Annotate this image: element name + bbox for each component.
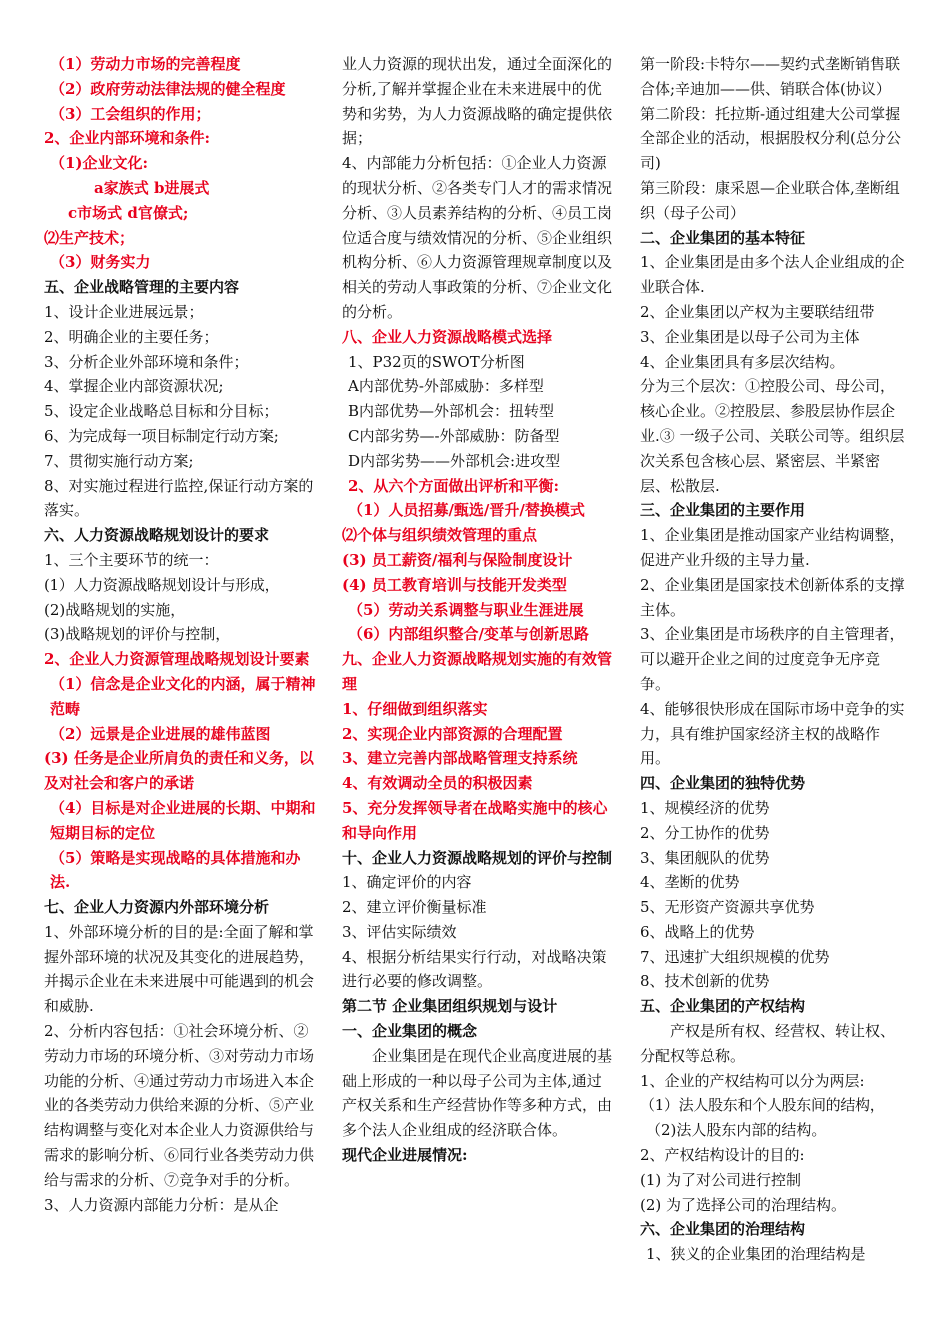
text-line: （5）策略是实现战略的具体措施和办法. <box>50 848 301 892</box>
text-line: 1、设计企业进展远景； <box>44 302 204 321</box>
text-line: （5）劳动关系调整与职业生涯进展 <box>348 600 584 619</box>
text-line: （1）劳动力市场的完善程度 <box>50 55 241 73</box>
text-line: (3)战略规划的评价与控制， <box>44 625 231 644</box>
text-line: 5、设定企业战略总目标和分目标； <box>44 402 279 421</box>
text-line: 4、根据分析结果实行行动，对战略决策进行必要的修改调整。 <box>342 947 607 991</box>
text-line: 第一阶段:卡特尔——契约式垄断销售联合体;辛迪加——供、销联合体(协议） <box>640 55 901 98</box>
text-line: (3) 员工薪资/福利与保险制度设计 <box>342 550 573 569</box>
text-line: 1、确定评价的内容 <box>342 873 472 892</box>
text-line: 2、明确企业的主要任务； <box>44 327 219 346</box>
text-line: 3、建立完善内部战略管理支持系统 <box>342 749 578 768</box>
text-line: 7、迅速扩大组织规模的优势 <box>640 947 830 966</box>
text-column-2 <box>342 52 612 1168</box>
text-line: c市场式 d官僚式; <box>68 203 189 222</box>
text-line: 8、技术创新的优势 <box>640 972 770 991</box>
text-line: 5、充分发挥领导者在战略实施中的核心和导向作用 <box>342 798 608 842</box>
text-line: 1、狭义的企业集团的治理结构是 <box>646 1245 866 1264</box>
text-line: 2、产权结构设计的目的: <box>640 1146 805 1165</box>
text-line: 8、对实施过程进行监控,保证行动方案的落实。 <box>44 476 314 520</box>
text-line: ⑵生产技术； <box>44 228 135 247</box>
text-line: 4、垄断的优势 <box>640 873 740 892</box>
text-line: （2)法人股东内部的结构。 <box>646 1121 827 1140</box>
text-line: 6、为完成每一项目标制定行动方案; <box>44 426 279 445</box>
text-line: 企业集团是在现代企业高度进展的基础上形成的一种以母子公司为主体,通过产权关系和生产经营协作等多种方式，由多个法人企业组成的经济联合体。 <box>342 1046 613 1140</box>
text-line: 4、掌握企业内部资源状况; <box>44 377 224 396</box>
text-line: （4）目标是对企业进展的长期、中期和短期目标的定位 <box>50 798 316 842</box>
text-line: （2）政府劳动法律法规的健全程度 <box>50 79 286 98</box>
text-line: （3）财务实力 <box>50 253 151 272</box>
text-line: 5、无形资产资源共享优势 <box>640 898 815 917</box>
text-line: 1、企业的产权结构可以分为两层: <box>640 1071 865 1090</box>
text-line: 1、企业集团是推动国家产业结构调整，促进产业升级的主导力量. <box>640 526 905 569</box>
text-line: 3、分析企业外部环境和条件； <box>44 352 249 371</box>
text-line: 业人力资源的现状出发，通过全面深化的分析,了解并掌握企业在未来进展中的优势和劣势，为人力资源战略的确定提供依据； <box>342 55 613 148</box>
text-line: 2、企业内部环境和条件: <box>44 129 210 148</box>
text-line: 3、企业集团是市场秩序的自主管理者，可以避开企业之间的过度竞争无序竞争。 <box>640 625 905 693</box>
text-line: 1、规模经济的优势 <box>640 798 770 817</box>
text-line: 分为三个层次：①控股公司、母公司，核心企业。②控股层、参股层协作层企业.③ 一级子公司、关联公司等。组织层次关系包含核心层、紧密层、半紧密层、松散层. <box>640 377 905 495</box>
text-line: （1）人员招募/甄选/晋升/替换模式 <box>348 501 585 520</box>
text-line: 3、集团舰队的优势 <box>640 848 770 867</box>
section-heading: 五、企业战略管理的主要内容 <box>44 278 240 297</box>
section-heading: 六、企业集团的治理结构 <box>640 1220 806 1239</box>
text-line: 2、实现企业内部资源的合理配置 <box>342 724 563 743</box>
text-line: (4) 员工教育培训与技能开发类型 <box>342 575 567 594</box>
text-line: 3、企业集团是以母子公司为主体 <box>640 327 860 346</box>
text-line: 1、企业集团是由多个法人企业组成的企业联合体. <box>640 253 905 297</box>
text-line: 4、内部能力分析包括：①企业人力资源的现状分析、②各类专门人才的需求情况分析、③人员素养结构的分析、④员工岗位适合度与绩效情况的分析、⑤企业组织机构分析、⑥人力资源管理规章制度以及相关的劳动人事政策的分析、⑦企业文化的分析。 <box>342 154 613 321</box>
text-line: （1）法人股东和个人股东间的结构， <box>640 1096 885 1115</box>
section-heading: 三、企业集团的主要作用 <box>640 501 806 520</box>
section-heading: 六、人力资源战略规划设计的要求 <box>44 526 270 545</box>
text-line: ⑵个体与组织绩效管理的重点 <box>342 526 538 545</box>
text-line: 7、贯彻实施行动方案; <box>44 451 194 470</box>
section-heading: 八、企业人力资源战略模式选择 <box>342 327 553 346</box>
text-line: 1、外部环境分析的目的是:全面了解和掌握外部环境的状况及其变化的进展趋势，并揭示企业在未来进展中可能遇到的机会和威胁. <box>44 922 315 1016</box>
text-line: 2、从六个方面做出评析和平衡: <box>348 476 559 495</box>
text-line: （1)企业文化: <box>50 154 149 173</box>
text-line: （3）工会组织的作用； <box>50 104 211 123</box>
text-line: 2、分析内容包括：①社会环境分析、②劳动力市场的环境分析、③对劳动力市场功能的分析、④通过劳动力市场进入本企业的各类劳动力供给来源的分析、⑤产业结构调整与变化对本企业人力资源供给与需求的影响分析、⑥同行业各类劳动力供给与需求的分析、⑦竞争对手的分析。 <box>44 1022 315 1189</box>
text-line: 第二阶段：托拉斯-通过组建大公司掌握全部企业的活动，根据股权分利(总分公司) <box>640 104 901 173</box>
text-line: (3) 任务是企业所肩负的责任和义务，以及对社会和客户的承诺 <box>44 749 314 793</box>
section-heading: 四、企业集团的独特优势 <box>640 774 806 793</box>
text-column-3 <box>640 52 908 1267</box>
text-line: (2)战略规划的实施， <box>44 600 186 619</box>
text-line: C内部劣势—-外部威胁：防备型 <box>348 426 560 445</box>
text-line: B内部优势—外部机会：扭转型 <box>348 402 555 421</box>
text-line: 6、战略上的优势 <box>640 922 755 941</box>
section-heading: 二、企业集团的基本特征 <box>640 228 806 247</box>
text-line: 现代企业进展情况: <box>342 1146 468 1165</box>
text-column-1 <box>44 52 316 1217</box>
text-line: 2、企业人力资源管理战略规划设计要素 <box>44 650 310 669</box>
text-line: (2) 为了选择公司的治理结构。 <box>640 1195 847 1214</box>
text-line: 3、人力资源内部能力分析：是从企 <box>44 1195 279 1214</box>
section-heading: 第二节 企业集团组织规划与设计 <box>342 997 558 1016</box>
text-line: 4、能够很快形成在国际市场中竞争的实力，具有维护国家经济主权的战略作用。 <box>640 699 905 768</box>
section-heading: 十、企业人力资源战略规划的评价与控制 <box>342 848 613 867</box>
text-line: 2、建立评价衡量标准 <box>342 898 487 917</box>
section-heading: 一、企业集团的概念 <box>342 1022 478 1041</box>
text-line: 3、评估实际绩效 <box>342 922 457 941</box>
text-line: a家族式 b进展式 <box>94 178 210 197</box>
section-heading: 九、企业人力资源战略规划实施的有效管理 <box>342 650 613 693</box>
text-line: 产权是所有权、经营权、转让权、分配权等总称。 <box>640 1022 896 1065</box>
text-line: (1）人力资源战略规划设计与形成， <box>44 575 280 594</box>
text-line: 2、企业集团是国家技术创新体系的支撑主体。 <box>640 575 905 619</box>
text-line: 4、企业集团具有多层次结构。 <box>640 352 845 371</box>
text-line: (1) 为了对公司进行控制 <box>640 1170 802 1189</box>
text-line: （2）远景是企业进展的雄伟蓝图 <box>50 724 271 743</box>
section-heading: 七、企业人力资源内外部环境分析 <box>44 898 270 917</box>
text-line: 4、有效调动全员的积极因素 <box>342 774 533 793</box>
text-line: （6）内部组织整合/变革与创新思路 <box>348 625 589 644</box>
text-line: （1）信念是企业文化的内涵，属于精神范畴 <box>50 674 316 718</box>
text-line: D内部劣势——外部机会:进攻型 <box>348 451 561 470</box>
text-line: 2、分工协作的优势 <box>640 823 770 842</box>
text-line: A内部优势-外部威胁：多样型 <box>348 377 544 396</box>
text-line: 1、P32页的SWOT分析图 <box>348 352 525 371</box>
text-line: 1、仔细做到组织落实 <box>342 699 488 718</box>
text-line: 第三阶段：康采恩—企业联合体,垄断组织（母子公司） <box>640 178 900 222</box>
section-heading: 五、企业集团的产权结构 <box>640 997 806 1016</box>
text-line: 1、三个主要环节的统一： <box>44 550 219 569</box>
text-line: 2、企业集团以产权为主要联结纽带 <box>640 302 875 321</box>
